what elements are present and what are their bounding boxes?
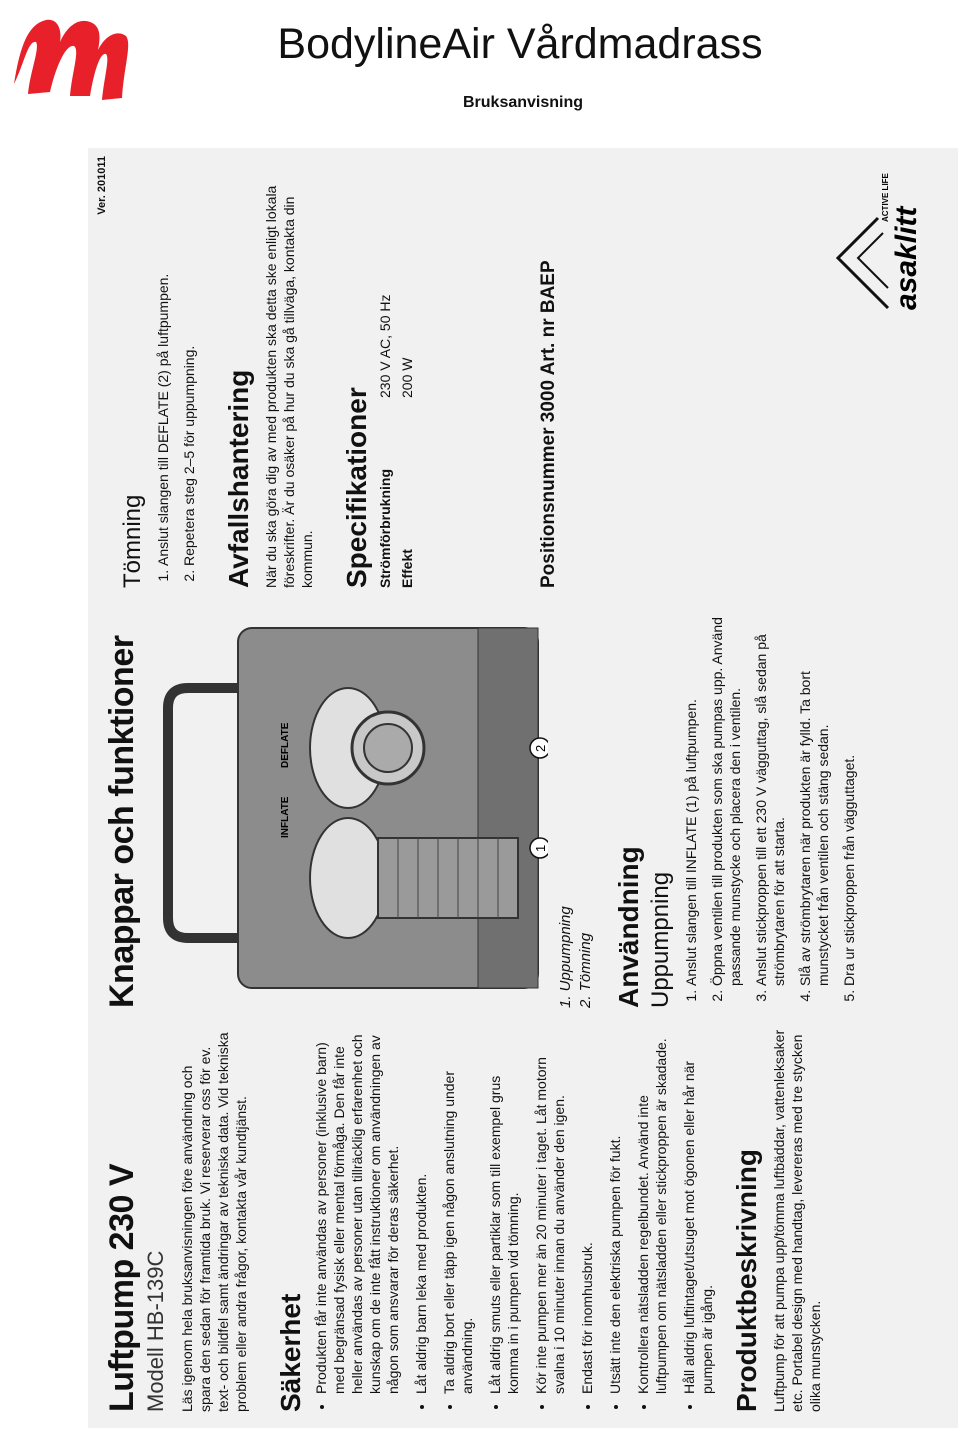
- spec-value: 230 V AC, 50 Hz: [377, 294, 393, 398]
- position-number: Positionsnummer 3000 Art. nr BAEP: [538, 260, 559, 588]
- waste-heading: Avfallshantering: [223, 369, 254, 588]
- list-item: 2. Öppna ventilen till produkten som ska pumpas upp. Använd passande munstycke och placera den i ventilen.: [708, 608, 744, 986]
- list-item: 1. Anslut slangen till DEFLATE (2) på luftpumpen.: [154, 168, 172, 566]
- buttons-heading: Knappar och funktioner: [103, 635, 141, 1008]
- list-item: • Endast för inomhusbruk.: [578, 1027, 596, 1394]
- inflate-label: [280, 796, 291, 838]
- waste-text: När du ska göra dig av med produkten ska detta ske enligt lokala föreskrifter. Är du osäker på hur du ska gå tillväga, kontakta din kommun.: [263, 185, 315, 588]
- scanned-page: [88, 148, 958, 1428]
- brand-tagline: ACTIVE LIFE: [881, 173, 890, 222]
- usage-heading: Användning: [613, 846, 644, 1008]
- brand-name: asaklitt: [890, 206, 923, 310]
- description-heading: Produktbeskrivning: [731, 1149, 762, 1412]
- list-item: • Låt aldrig barn leka med produkten.: [412, 1027, 430, 1394]
- hose: [378, 838, 518, 918]
- spec-label: Strömförbrukning: [377, 469, 393, 588]
- list-item: • Låt aldrig smuts eller partiklar som till exempel grus komma in i pumpen vid tömning.: [486, 1027, 522, 1394]
- safety-list: [312, 1027, 716, 1412]
- emptying-heading: Tömning: [119, 494, 146, 588]
- list-item: 5. Dra ur stickproppen från vägguttaget.: [840, 608, 858, 986]
- asaklitt-logo-icon: [828, 168, 923, 318]
- svg-text:INFLATE: INFLATE: [280, 796, 291, 838]
- callout-2: 2: [533, 744, 548, 752]
- rotated-content: [88, 148, 958, 1428]
- svg-text:DEFLATE: DEFLATE: [280, 722, 291, 768]
- intro-text: Läs igenom hela bruksanvisningen före användning och spara den sedan för framtida bruk. Vi reserverar oss för ev. text- och bildfel samt ändringar av tekniska data. Vid tekniska problem eller andra frågor, kontakta vår kundtjänst.: [179, 1032, 249, 1412]
- list-item: 2. Repetera steg 2–5 för uppumpning.: [180, 168, 198, 566]
- usage-steps: [682, 608, 858, 1008]
- column-left: [88, 1027, 958, 1412]
- pump-illustration: [148, 608, 548, 1008]
- list-item: • Håll aldrig luftintaget/utsuget mot ögonen eller hår när pumpen är igång.: [680, 1027, 716, 1394]
- legend-item: Tömning: [577, 932, 594, 992]
- list-item: • Produkten får inte användas av personer (inklusive barn) med begränsad fysisk eller mental förmåga. Den får inte heller användas av personer utan tillräcklig erfarenhet och kunskap om de inte fått instruktioner om användningen av någon som ansvarar för deras säkerhet.: [312, 1027, 402, 1394]
- callout-1: 1: [533, 844, 548, 852]
- emptying-steps: [154, 168, 198, 588]
- document-subtitle: Bruksanvisning: [462, 94, 584, 111]
- usage-subheading: Uppumpning: [647, 871, 674, 1008]
- deflate-label: [280, 722, 291, 768]
- column-middle: [88, 608, 958, 1008]
- version-label: Ver. 201011: [96, 156, 108, 215]
- spec-row: [374, 168, 396, 588]
- product-title: Luftpump 230 V: [103, 1163, 141, 1412]
- legend-item: Uppumpning: [557, 906, 574, 992]
- description-text: Luftpump för att pumpa upp/tömma luftbäddar, vattenleksaker etc. Portabel design med handtag, levereras med tre stycken olika munstycken.: [771, 1029, 823, 1412]
- list-item: • Kör inte pumpen mer än 20 minuter i taget. Låt motorn svalna i 10 minuter innan du använder den igen.: [532, 1027, 568, 1394]
- specs-heading: Specifikationer: [341, 387, 372, 588]
- list-item: • Ta aldrig bort eller täpp igen någon anslutning under användning.: [440, 1027, 476, 1394]
- legend: 1. Uppumpning 2. Tömning: [557, 906, 594, 1008]
- list-item: 4. Slå av strömbrytaren när produkten är fylld. Ta bort munstycket från ventilen och stäng sedan.: [796, 608, 832, 986]
- m-logo-icon: [6, 6, 130, 102]
- list-item: 1. Anslut slangen till INFLATE (1) på luftpumpen.: [682, 608, 700, 986]
- spec-label: Effekt: [399, 549, 415, 588]
- safety-heading: Säkerhet: [275, 1293, 306, 1412]
- spec-row: [396, 168, 418, 588]
- document-title: BodylineAir Vårdmadrass: [277, 20, 763, 68]
- spec-value: 200 W: [399, 357, 415, 398]
- list-item: • Kontrollera nätsladden regelbundet. Använd inte luftpumpen om nätsladden eller stickproppen är skadade.: [634, 1027, 670, 1394]
- list-item: • Utsätt inte den elektriska pumpen för fukt.: [606, 1027, 624, 1394]
- list-item: 3. Anslut stickproppen till ett 230 V vägguttag, slå sedan på strömbrytaren för att starta.: [752, 608, 788, 986]
- product-model: Modell HB-139C: [143, 1250, 168, 1412]
